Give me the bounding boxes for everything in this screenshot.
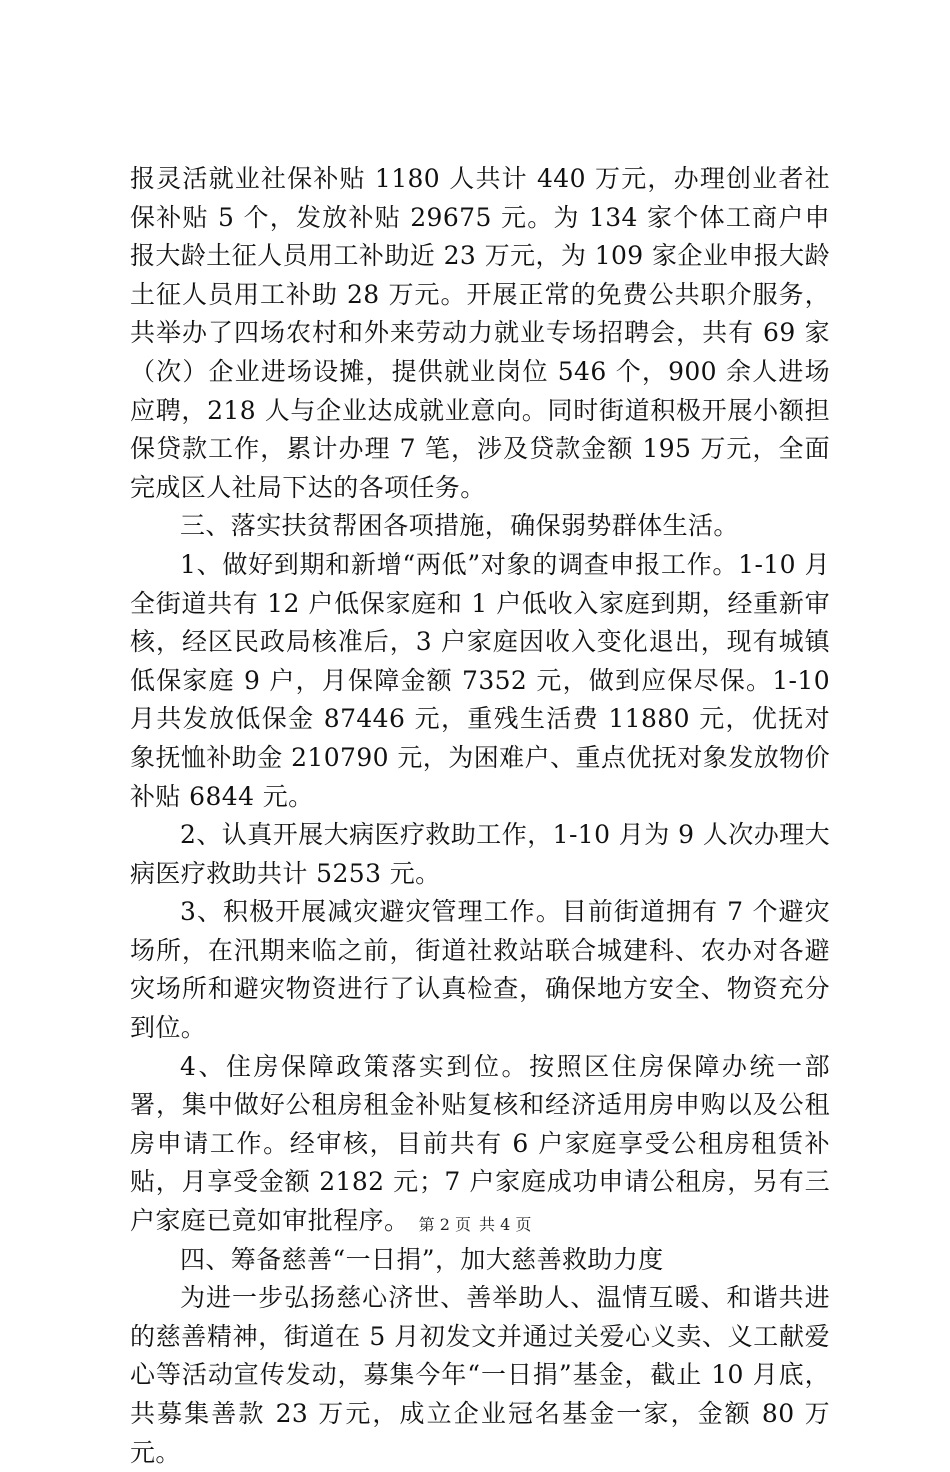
paragraph-disaster-management: 3、积极开展减灾避灾管理工作。目前街道拥有 7 个避灾场所，在汛期来临之前，街道社救站联合城建科、农办对各避灾场所和避灾物资进行了认真检查，确保地方安全、物资充分到位。 [130,897,830,1043]
paragraph-employment-subsidy: 报灵活就业社保补贴 1180 人共计 440 万元，办理创业者社保补贴 5 个，发放补贴 29675 元。为 134 家个体工商户申报大龄土征人员用工补助近 23 万元，为 109 家企业申报大龄土征人员用工补助 28 万元。开展正常的免费公共职介服务，共举办了四场农村和外来劳动力就业专场招聘会，共有 69 家（次）企业进场设摊，提供就业岗位 546 个，900 余人进场应聘，218 人与企业达成就业意向。同时街道积极开展小额担保贷款工作，累计办理 7 笔，涉及贷款金额 195 万元，全面完成区人社局下达的各项任务。 [130,164,830,502]
paragraph-medical-aid: 2、认真开展大病医疗救助工作，1-10 月为 9 人次办理大病医疗救助共计 5253 元。 [130,820,830,888]
document-body [130,160,830,1472]
page-footer [0,1212,950,1235]
paragraph-charity-fund: 为进一步弘扬慈心济世、善举助人、温情互暖、和谐共进的慈善精神，街道在 5 月初发文并通过关爱心义卖、义工献爱心等活动宣传发动，募集今年“一日捐”基金，截止 10 月底，共募集善款 23 万元，成立企业冠名基金一家，金额 80 万元。 [130,1283,830,1467]
section-heading-poverty-relief: 三、落实扶贫帮困各项措施，确保弱势群体生活。 [180,511,739,541]
section-heading-charity: 四、筹备慈善“一日捐”，加大慈善救助力度 [180,1244,664,1274]
paragraph-low-income-survey: 1、做好到期和新增“两低”对象的调查申报工作。1-10 月全街道共有 12 户低保家庭和 1 户低收入家庭到期，经重新审核，经区民政局核准后，3 户家庭因收入变化退出，现有城镇低保家庭 9 户，月保障金额 7352 元，做到应保尽保。1-10 月共发放低保金 87446 元，重残生活费 11880 元，优抚对象抚恤补助金 210790 元，为困难户、重点优抚对象发放物价补贴 6844 元。 [130,549,830,811]
page-total: 共 4 页 [479,1215,532,1234]
paragraph-housing-security: 4、住房保障政策落实到位。按照区住房保障办统一部署，集中做好公租房租金补贴复核和经济适用房申购以及公租房申请工作。经审核，目前共有 6 户家庭享受公租房租赁补贴，月享受金额 2182 元；7 户家庭成功申请公租房，另有三户家庭已竟如审批程序。 [130,1051,830,1236]
page-number: 第 2 页 [418,1215,471,1234]
